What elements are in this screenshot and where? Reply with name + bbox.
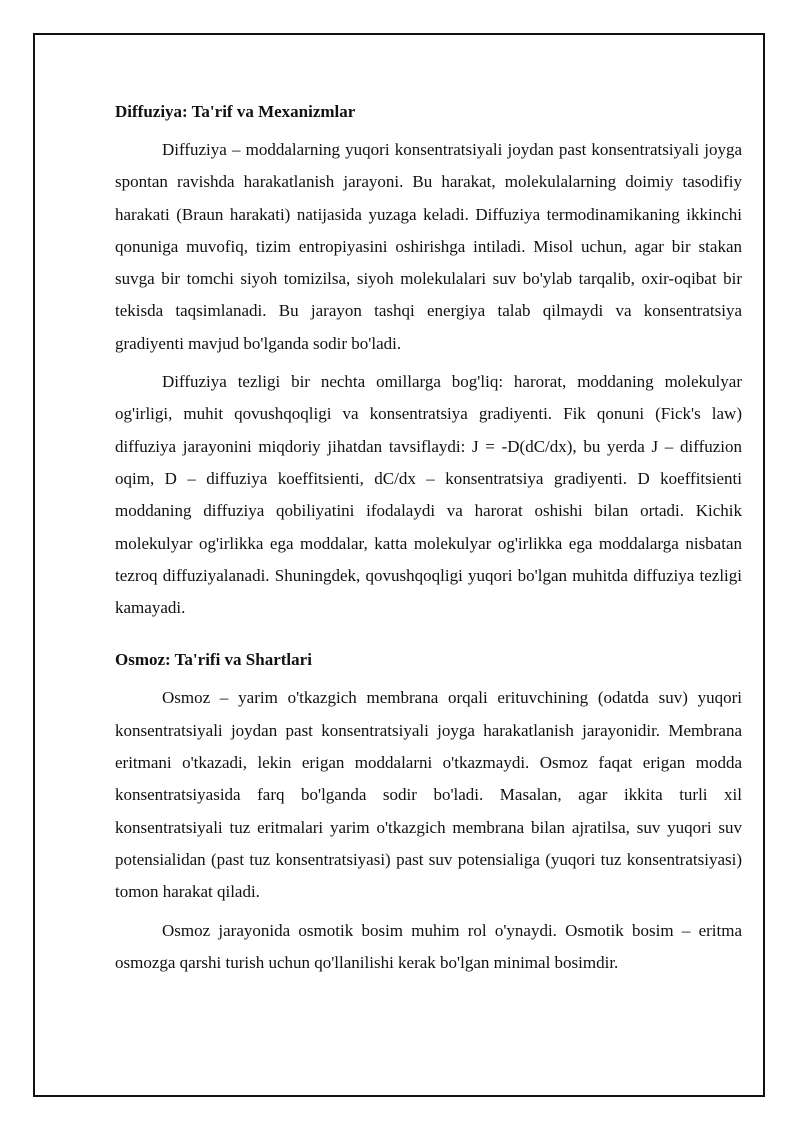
document-body <box>115 99 742 979</box>
paragraph: Osmoz – yarim o'tkazgich membrana orqali erituvchining (odatda suv) yuqori konsentratsiyali joydan past konsentratsiyali joyga harakatlanish jarayonidir. Membrana eritmani o'tkazadi, lekin erigan moddalarni o'tkazmaydi. Osmoz faqat erigan modda konsentratsiyasida farq bo'lganda sodir bo'ladi. Masalan, agar ikkita turli xil konsentratsiyali tuz eritmalari yarim o'tkazgich membrana bilan ajratilsa, suv yuqori suv potensialidan (past tuz konsentratsiyasi) past suv potensialiga (yuqori tuz konsentratsiyasi) tomon harakat qiladi. <box>115 688 742 902</box>
paragraph: Diffuziya tezligi bir nechta omillarga bog'liq: harorat, moddaning molekulyar og'irligi, muhit qovushqoqligi va konsentratsiya gradiyenti. Fik qonuni (Fick's law) diffuziya jarayonini miqdoriy jihatdan tavsiflaydi: J = -D(dC/dx), bu yerda J – diffuzion oqim, D – diffuziya koeffitsienti, dC/dx – konsentratsiya gradiyenti. D koeffitsienti moddaning diffuziya qobiliyatini ifodalaydi va harorat oshishi bilan ortadi. Kichik molekulyar og'irlikka ega moddalar, katta molekulyar og'irlikka ega moddalarga nisbatan tezroq diffuziyalanadi. Shuningdek, qovushqoqligi yuqori bo'lgan muhitda diffuziya tezligi kamayadi. <box>115 372 742 618</box>
paragraph: Osmoz jarayonida osmotik bosim muhim rol o'ynaydi. Osmotik bosim – eritma osmozga qarshi turish uchun qo'llanilishi kerak bo'lgan minimal bosimdir. <box>115 920 742 972</box>
paragraph: Diffuziya – moddalarning yuqori konsentratsiyali joydan past konsentratsiyali joyga spontan ravishda harakatlanish jarayoni. Bu harakat, molekulalarning doimiy tasodifiy harakati (Braun harakati) natijasida yuzaga keladi. Diffuziya termodinamikaning ikkinchi qonuniga muvofiq, tizim entropiyasini oshirishga intiladi. Misol uchun, agar bir stakan suvga bir tomchi siyoh tomizilsa, siyoh molekulalari suv bo'ylab tarqalib, oxir-oqibat bir tekisda taqsimlanadi. Bu jarayon tashqi energiya talab qilmaydi va konsentratsiya gradiyenti mavjud bo'lganda sodir bo'ladi. <box>115 140 742 353</box>
section-heading-osmosis: Osmoz: Ta'rifi va Shartlari <box>115 650 312 670</box>
section-heading-diffusion: Diffuziya: Ta'rif va Mexanizmlar <box>115 102 356 121</box>
